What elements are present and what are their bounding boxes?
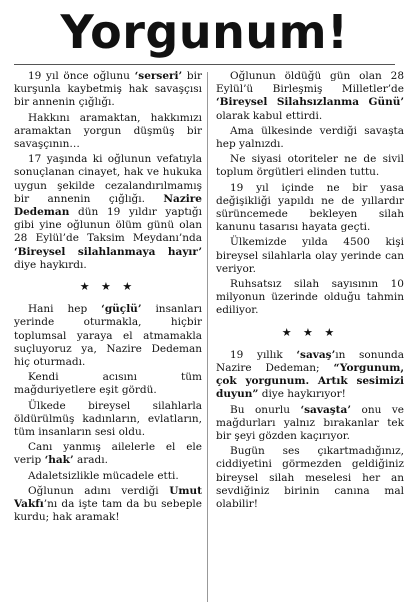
bold-text: ‘savaşta’: [300, 403, 351, 416]
text: diye haykırdı.: [14, 258, 87, 271]
paragraph: [216, 404, 404, 444]
paragraph: Hakkını aramaktan, hakkımızı aramaktan yorgun düşmüş bir savaşçının…: [14, 111, 202, 151]
text: Oğlunun öldüğü gün olan 28 Eylül’ü Birleşmiş Milletler’de: [216, 70, 404, 96]
text: Bu onurlu: [230, 403, 301, 416]
text: ’nı da işte tam da bu sebeple kurdu; hak aramak!: [14, 498, 202, 524]
text: Canı yanmış ailelerle el ele verip: [14, 441, 202, 467]
paragraph: Ülkemizde yılda 4500 kişi bireysel silahlarla olay yerinde can veriyor.: [216, 236, 404, 275]
paragraph: Bugün ses çıkartmadığınız, ciddiyetini görmezden geldiğiniz bireysel silah meselesi her an sevdiğiniz birinin canına mal olabilir!: [216, 445, 404, 511]
headline: Yorgunum!: [60, 5, 349, 59]
paragraph: [14, 485, 202, 525]
paragraph: Ruhsatsız silah sayısının 10 milyonun üzerinde olduğu tahmin ediliyor.: [216, 278, 404, 317]
bold-text: ‘savaş’: [296, 348, 336, 361]
paragraph: Adaletsizlikle mücadele etti.: [28, 469, 179, 482]
paragraph: [216, 349, 404, 402]
paragraph: Ne siyasi otoriteler ne de sivil toplum örgütleri elinden tuttu.: [216, 153, 404, 179]
paragraph: Ülkede bireysel silahlarla öldürülmüş kadınların, evlatların, tüm insanların sesi oldu.: [14, 399, 202, 439]
paragraph: 19 yıl içinde ne bir yasa değişikliği yapıldı ne de yıllardır sürüncemede bekleyen silah kanunu tasarısı hayata geçti.: [216, 181, 404, 234]
bold-text: ‘Bireysel silahlanmaya hayır’: [14, 245, 202, 258]
text: olarak kabul ettirdi.: [216, 109, 323, 122]
bold-text: ‘güçlü’: [101, 303, 142, 316]
text: 19 yıl önce oğlunu: [28, 70, 135, 82]
column-divider: [207, 72, 208, 602]
bold-text: ‘serseri’: [134, 70, 183, 82]
bold-text: “Yorgunum, çok yorgunum. Artık sesimizi duyun”: [216, 362, 404, 401]
bold-text: ‘hak’: [44, 454, 74, 467]
left-column: [14, 70, 202, 604]
text: dün 19 yıldır yaptığı gibi yine oğlunun ölüm günü olan 28 Eylül’de Taksim Meydanı’nda: [14, 206, 202, 245]
text: aradı.: [73, 454, 108, 467]
paragraph: Ama ülkesinde verdiği savaşta hep yalnızdı.: [216, 124, 404, 151]
bold-text: Umut Vakfı: [14, 484, 202, 511]
paragraph: [14, 441, 202, 467]
bold-text: ‘Bireysel Silahsızlanma Günü’: [216, 96, 404, 109]
text: insanları yerinde oturmakla, hiçbir toplumsal yaraya el atmamakla suçluyoruz ya, Nazire Dedeman hiç oturmadı.: [14, 303, 202, 369]
bold-text: Nazire Dedeman: [14, 192, 202, 219]
paragraph: [14, 153, 202, 272]
text: Oğlunun adını verdiği: [28, 484, 170, 497]
text: diye haykırıyor!: [258, 388, 346, 401]
text: ın sonunda Nazire Dedeman;: [216, 348, 405, 375]
section-stars: ★ ★ ★: [281, 325, 339, 339]
paragraph: [14, 70, 202, 110]
paragraph: Kendi acısını tüm mağduriyetlere eşit gördü.: [14, 371, 202, 397]
paragraph: [14, 303, 202, 369]
headline-rule: [14, 64, 395, 65]
text: 19 yıllık: [230, 348, 297, 361]
text: Hani hep: [28, 303, 102, 316]
text: 17 yaşında ki oğlunun vefatıyla sonuçlanan cinayet, hak ve hukuka uygun şekilde cezalandırılmamış bir annenin çığlığı.: [14, 153, 202, 205]
text: onu ve mağdurları yalnız bırakanlar tek bir şeyi gözden kaçırıyor.: [216, 403, 404, 443]
text: bir kurşunla kaybetmiş hak savaşçısı bir annenin çığlığı.: [14, 70, 202, 109]
right-column: [216, 70, 404, 604]
paragraph: [216, 70, 404, 123]
section-stars: ★ ★ ★: [79, 280, 137, 294]
